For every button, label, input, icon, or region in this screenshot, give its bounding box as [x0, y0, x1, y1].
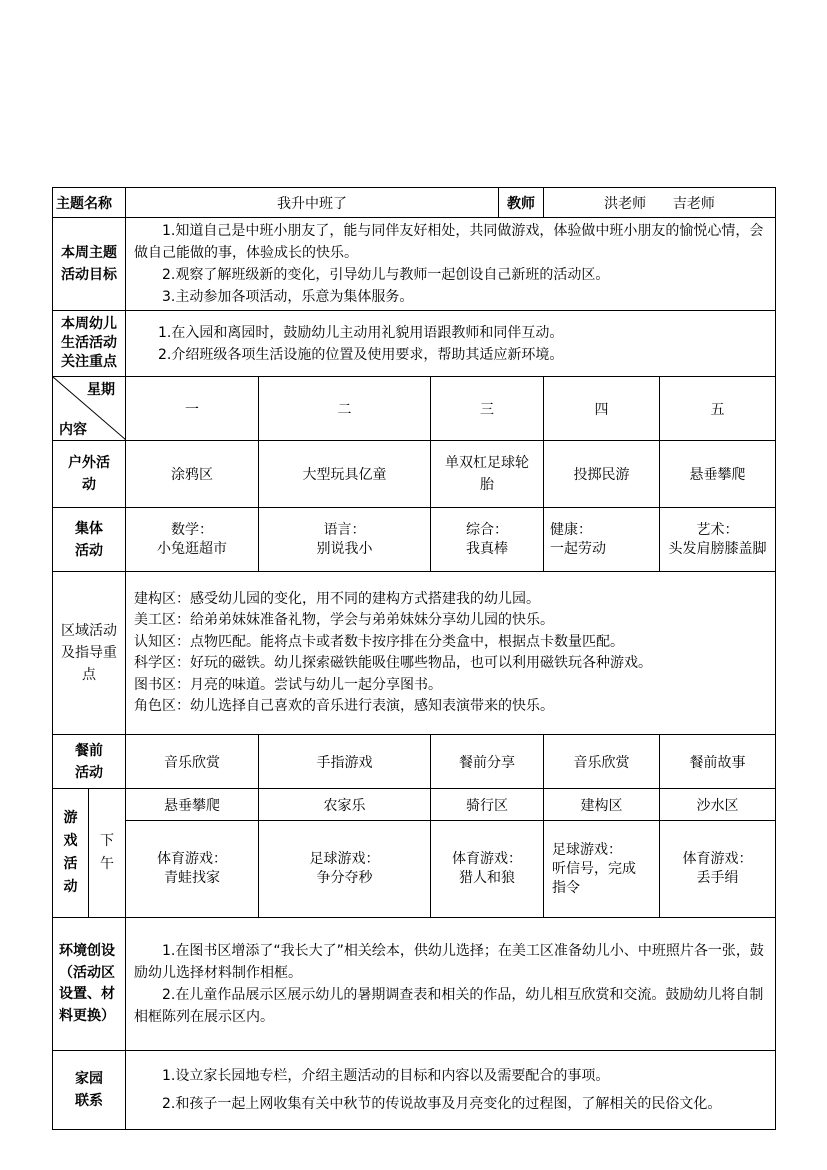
area-item: 图书区：月亮的味道。尝试与幼儿一起分享图书。	[134, 676, 442, 693]
group-subject: 数学：	[171, 521, 213, 538]
games-cell: 悬垂攀爬	[126, 789, 259, 821]
environment-row	[53, 918, 776, 1051]
outdoor-row	[53, 441, 776, 508]
day-monday: 一	[126, 377, 259, 441]
premeal-label: 餐前活动	[53, 735, 126, 789]
game-type: 足球游戏：	[552, 841, 622, 858]
group-cell	[259, 508, 431, 572]
topic-label: 主题名称	[53, 188, 126, 218]
goal-item: 2.观察了解班级新的变化，引导幼儿与教师一起创设自己新班的活动区。	[162, 267, 610, 283]
game-name: 听信号，完成指令	[552, 860, 636, 896]
weekday-header-row	[53, 377, 776, 441]
games-cell: 建构区	[544, 789, 660, 821]
game-type: 体育游戏：	[157, 851, 227, 867]
day-tuesday: 二	[259, 377, 431, 441]
group-title: 别说我小	[316, 540, 373, 557]
goal-item: 3.主动参加各项活动，乐意为集体服务。	[162, 289, 414, 305]
group-cell	[660, 508, 776, 572]
teacher-value: 洪老师 吉老师	[544, 188, 776, 218]
game-cell	[544, 821, 660, 918]
game-name: 猎人和狼	[459, 870, 515, 886]
life-focus-item: 1.在入园和离园时，鼓励幼儿主动用礼貌用语跟教师和同伴互动。	[158, 324, 564, 341]
topic-value: 我升中班了	[126, 188, 499, 218]
area-item: 认知区：点物匹配。能将点卡或者数卡按序排在分类盒中，根据点卡数量匹配。	[134, 633, 624, 650]
game-type: 体育游戏：	[452, 851, 522, 867]
goals-label: 本周主题活动目标	[53, 218, 126, 311]
area-item: 建构区：感受幼儿园的变化，用不同的建构方式搭建我的幼儿园。	[134, 590, 540, 607]
group-cell	[431, 508, 544, 572]
games-row-2	[53, 821, 776, 918]
group-subject: 健康：	[550, 521, 592, 538]
group-label: 集体活动	[53, 508, 126, 572]
goal-item: 1.知道自己是中班小朋友了，能与同伴友好相处，共同做游戏，体验做中班小朋友的愉悦心情，会做自己能做的事，体验成长的快乐。	[134, 223, 764, 261]
weekday-label: 星期	[87, 382, 115, 398]
area-item: 美工区：给弟弟妹妹准备礼物，学会与弟弟妹妹分享幼儿园的快乐。	[134, 612, 554, 628]
goals-content	[126, 218, 776, 311]
games-label: 游戏活动	[53, 789, 89, 918]
life-focus-content	[126, 311, 776, 377]
area-content	[126, 572, 776, 735]
game-name: 争分夺秒	[316, 870, 373, 886]
diagonal-header-cell	[53, 377, 126, 441]
group-title: 头发肩膀膝盖脚	[668, 540, 767, 557]
game-type: 体育游戏：	[682, 851, 753, 867]
premeal-cell: 餐前故事	[660, 735, 776, 789]
premeal-cell: 餐前分享	[431, 735, 544, 789]
life-focus-row	[53, 311, 776, 377]
games-cell: 骑行区	[431, 789, 544, 821]
life-focus-item: 2.介绍班级各项生活设施的位置及使用要求，帮助其适应新环境。	[158, 346, 564, 363]
group-cell	[126, 508, 259, 572]
game-cell	[126, 821, 259, 918]
area-activity-row	[53, 572, 776, 735]
weekly-plan-table	[52, 187, 776, 1130]
group-subject: 艺术：	[696, 521, 739, 538]
home-content	[126, 1051, 776, 1130]
area-item: 科学区：好玩的磁铁。幼儿探索磁铁能吸住哪些物品，也可以利用磁铁玩各种游戏。	[134, 655, 652, 671]
game-name: 青蛙找家	[164, 870, 220, 886]
environment-item: 1.在图书区增添了“我长大了”相关绘本，供幼儿选择；在美工区准备幼儿小、中班照片各一张，鼓励幼儿选择材料制作相框。	[134, 943, 764, 981]
outdoor-cell: 大型玩具亿童	[259, 441, 431, 508]
outdoor-label: 户外活动	[53, 441, 126, 508]
game-type: 足球游戏：	[309, 851, 380, 867]
group-subject: 综合：	[466, 521, 508, 538]
game-name: 丢手绢	[696, 870, 739, 886]
outdoor-cell: 悬垂攀爬	[660, 441, 776, 508]
teacher-label: 教师	[499, 188, 544, 218]
day-friday: 五	[660, 377, 776, 441]
topic-row	[53, 188, 776, 218]
group-activity-row	[53, 508, 776, 572]
game-cell	[431, 821, 544, 918]
content-label: 内容	[59, 422, 87, 438]
games-cell: 沙水区	[660, 789, 776, 821]
home-label: 家园联系	[53, 1051, 126, 1130]
game-cell	[259, 821, 431, 918]
group-title: 一起劳动	[550, 540, 606, 557]
game-cell	[660, 821, 776, 918]
games-cell: 农家乐	[259, 789, 431, 821]
premeal-row	[53, 735, 776, 789]
home-item: 1.设立家长园地专栏，介绍主题活动的目标和内容以及需要配合的事项。	[162, 1068, 610, 1084]
home-row	[53, 1051, 776, 1130]
premeal-cell: 音乐欣赏	[126, 735, 259, 789]
afternoon-label: 下午	[89, 789, 126, 918]
environment-item: 2.在儿童作品展示区展示幼儿的暑期调查表和相关的作品，幼儿相互欣赏和交流。鼓励幼儿将自制相框陈列在展示区内。	[134, 987, 764, 1025]
group-subject: 语言：	[323, 521, 366, 538]
day-wednesday: 三	[431, 377, 544, 441]
area-item: 角色区：幼儿选择自己喜欢的音乐进行表演，感知表演带来的快乐。	[134, 698, 554, 714]
environment-content	[126, 918, 776, 1051]
day-thursday: 四	[544, 377, 660, 441]
outdoor-cell: 单双杠足球轮胎	[431, 441, 544, 508]
outdoor-cell: 涂鸦区	[126, 441, 259, 508]
outdoor-cell: 投掷民游	[544, 441, 660, 508]
games-row-1	[53, 789, 776, 821]
life-focus-label: 本周幼儿生活活动关注重点	[53, 311, 126, 377]
home-item: 2.和孩子一起上网收集有关中秋节的传说故事及月亮变化的过程图，了解相关的民俗文化。	[162, 1096, 722, 1112]
group-title: 小兔逛超市	[157, 540, 227, 557]
area-label: 区域活动及指导重点	[53, 572, 126, 735]
goals-row	[53, 218, 776, 311]
premeal-cell: 手指游戏	[259, 735, 431, 789]
premeal-cell: 音乐欣赏	[544, 735, 660, 789]
environment-label: 环境创设（活动区设置、材料更换）	[53, 918, 126, 1051]
group-title: 我真棒	[466, 540, 508, 557]
group-cell	[544, 508, 660, 572]
